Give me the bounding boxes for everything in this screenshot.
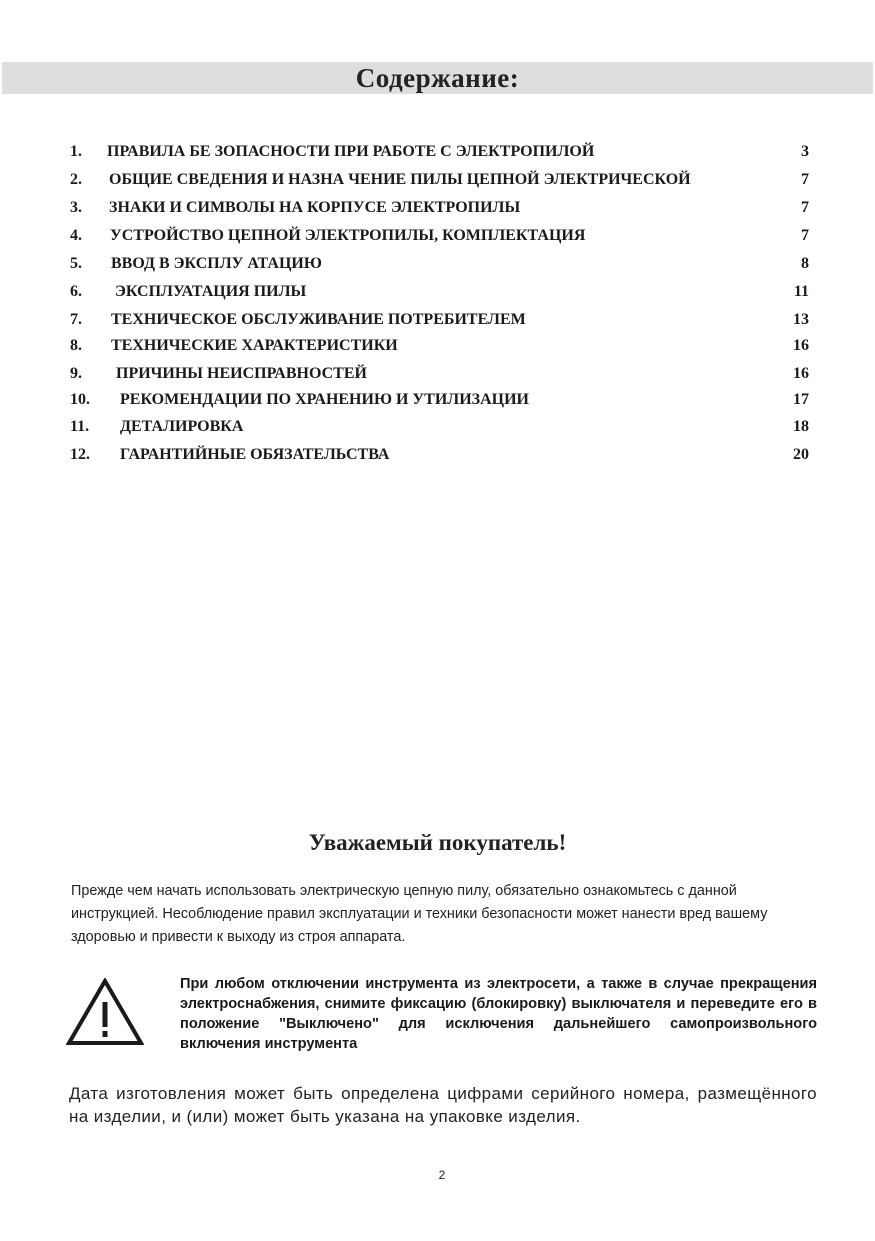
toc-title: ДЕТАЛИРОВКА bbox=[120, 418, 244, 435]
toc-title: ЭКСПЛУАТАЦИЯ ПИЛЫ bbox=[115, 283, 307, 300]
intro-paragraph: Прежде чем начать использовать электрическую цепную пилу, обязательно ознакомьтесь с данной инструкцией. Несоблюдение правил эксплуатации и техники безопасности может нанести вред вашему здоровью и привести к выходу из строя аппарата. bbox=[71, 883, 768, 945]
toc-title: ПРАВИЛА БЕ ЗОПАСНОСТИ ПРИ РАБОТЕ С ЭЛЕКТРОПИЛОЙ bbox=[107, 143, 595, 160]
toc-title: ОБЩИЕ СВЕДЕНИЯ И НАЗНА ЧЕНИЕ ПИЛЫ ЦЕПНОЙ ЭЛЕКТРИЧЕСКОЙ bbox=[109, 171, 691, 188]
toc-number: 12. bbox=[70, 446, 90, 463]
toc-page: 18 bbox=[793, 418, 809, 435]
toc-number: 3. bbox=[70, 199, 82, 216]
toc-number: 1. bbox=[70, 143, 82, 160]
toc-row[interactable] bbox=[0, 143, 875, 163]
toc-number: 11. bbox=[70, 418, 90, 435]
toc-page: 17 bbox=[793, 391, 809, 408]
toc-row[interactable] bbox=[0, 446, 875, 466]
toc-row[interactable] bbox=[0, 171, 875, 191]
toc-page: 16 bbox=[793, 365, 809, 382]
toc-page: 7 bbox=[801, 171, 809, 188]
toc-row[interactable] bbox=[0, 227, 875, 247]
toc-number: 4. bbox=[70, 227, 82, 244]
toc-page: 13 bbox=[793, 311, 809, 328]
toc-title: УСТРОЙСТВО ЦЕПНОЙ ЭЛЕКТРОПИЛЫ, КОМПЛЕКТАЦИЯ bbox=[110, 227, 586, 244]
toc-page: 3 bbox=[801, 143, 809, 160]
toc-title: ТЕХНИЧЕСКИЕ ХАРАКТЕРИСТИКИ bbox=[111, 337, 398, 354]
toc-row[interactable] bbox=[0, 311, 875, 331]
toc-number: 5. bbox=[70, 255, 82, 272]
toc-page: 7 bbox=[801, 227, 809, 244]
manufacture-date-note: Дата изготовления может быть определена цифрами серийного номера, размещённого на изделии, и (или) может быть указана на упаковке изделия. bbox=[69, 1084, 817, 1126]
toc-page: 7 bbox=[801, 199, 809, 216]
toc-title: ЗНАКИ И СИМВОЛЫ НА КОРПУСЕ ЭЛЕКТРОПИЛЫ bbox=[109, 199, 521, 216]
title-bar bbox=[2, 62, 873, 94]
toc-page: 20 bbox=[793, 446, 809, 463]
toc-number: 8. bbox=[70, 337, 82, 354]
toc-title: ВВОД В ЭКСПЛУ АТАЦИЮ bbox=[111, 255, 322, 272]
greeting-heading: Уважаемый покупатель! bbox=[308, 830, 567, 855]
toc-title: ТЕХНИЧЕСКОЕ ОБСЛУЖИВАНИЕ ПОТРЕБИТЕЛЕМ bbox=[111, 311, 526, 328]
toc-row[interactable] bbox=[0, 283, 875, 303]
warning-text: При любом отключении инструмента из электросети, а также в случае прекращения электроснабжения, снимите фиксацию (блокировку) выключателя и переведите его в положение "Выключено" для исключения дальнейшего самопроизвольного включения инструмента bbox=[180, 976, 817, 1052]
toc-number: 2. bbox=[70, 171, 82, 188]
toc-title: ГАРАНТИЙНЫЕ ОБЯЗАТЕЛЬСТВА bbox=[120, 446, 390, 463]
toc-number: 7. bbox=[70, 311, 82, 328]
toc-row[interactable] bbox=[0, 199, 875, 219]
page-title: Содержание: bbox=[355, 62, 520, 93]
toc-title: РЕКОМЕНДАЦИИ ПО ХРАНЕНИЮ И УТИЛИЗАЦИИ bbox=[120, 391, 529, 408]
toc-number: 10. bbox=[70, 391, 90, 408]
toc-page: 8 bbox=[801, 255, 809, 272]
toc-row[interactable] bbox=[0, 255, 875, 275]
toc-page: 16 bbox=[793, 337, 809, 354]
page-number: 2 bbox=[438, 1168, 446, 1182]
warning-triangle-icon bbox=[66, 978, 144, 1046]
toc-row[interactable] bbox=[0, 418, 875, 438]
toc-row[interactable] bbox=[0, 337, 875, 357]
toc-row[interactable] bbox=[0, 365, 875, 385]
toc-number: 9. bbox=[70, 365, 82, 382]
toc-page: 11 bbox=[793, 283, 809, 300]
toc-number: 6. bbox=[70, 283, 82, 300]
toc-row[interactable] bbox=[0, 391, 875, 411]
toc-title: ПРИЧИНЫ НЕИСПРАВНОСТЕЙ bbox=[116, 365, 367, 382]
